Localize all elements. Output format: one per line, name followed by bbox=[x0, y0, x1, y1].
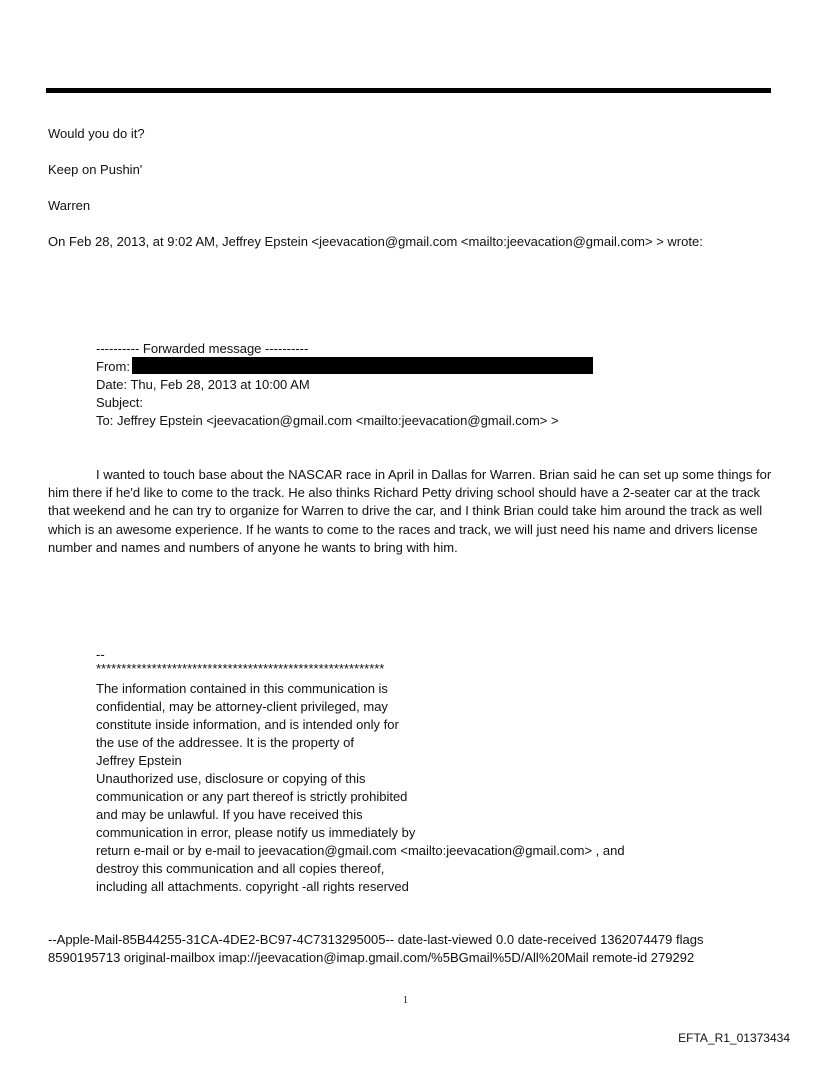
redaction-box bbox=[132, 357, 593, 374]
disclaimer-line: communication in error, please notify us immediately by bbox=[96, 825, 416, 840]
forwarded-to: To: Jeffrey Epstein <jeevacation@gmail.com <mailto:jeevacation@gmail.com> > bbox=[96, 413, 559, 428]
disclaimer-line: Jeffrey Epstein bbox=[96, 753, 182, 768]
email-line-keep-pushin: Keep on Pushin' bbox=[48, 162, 143, 177]
signature-dash: -- bbox=[96, 647, 105, 662]
body-paragraph: I wanted to touch base about the NASCAR race in April in Dallas for Warren. Brian said he can set up some things for him there if he'd like to come to the track. He also thinks Richard Petty driving school should have a 2-seater car at the track that weekend and he can try to organize for Warren to drive the car, and I think Brian could take him around the track as well which is an awesome experience. If he wants to come to the races and track, we will just need his name and drivers license number and names and numbers of anyone he wants to bring with him. bbox=[48, 467, 772, 555]
header-rule bbox=[46, 88, 771, 93]
disclaimer-line: the use of the addressee. It is the property of bbox=[96, 735, 354, 750]
forwarded-from-label: From: bbox=[96, 359, 130, 374]
disclaimer-line: confidential, may be attorney-client privileged, may bbox=[96, 699, 388, 714]
disclaimer-line: and may be unlawful. If you have received this bbox=[96, 807, 363, 822]
email-line-signoff: Warren bbox=[48, 198, 91, 213]
signature-stars: ********************************************************* bbox=[96, 661, 385, 676]
disclaimer-line: constitute inside information, and is intended only for bbox=[96, 717, 399, 732]
disclaimer-line: Unauthorized use, disclosure or copying of this bbox=[96, 771, 366, 786]
disclaimer-line: The information contained in this communication is bbox=[96, 681, 388, 696]
disclaimer-line: return e-mail or by e-mail to jeevacation@gmail.com <mailto:jeevacation@gmail.com> , and bbox=[96, 843, 625, 858]
disclaimer-line: destroy this communication and all copies thereof, bbox=[96, 861, 385, 876]
forwarded-separator: ---------- Forwarded message ---------- bbox=[96, 341, 309, 356]
mail-metadata-line: 8590195713 original-mailbox imap://jeevacation@imap.gmail.com/%5BGmail%5D/All%20Mail remote-id 279292 bbox=[48, 950, 695, 965]
forwarded-subject: Subject: bbox=[96, 395, 143, 410]
page-number: 1 bbox=[403, 995, 408, 1006]
disclaimer-line: including all attachments. copyright -all rights reserved bbox=[96, 879, 409, 894]
disclaimer-line: communication or any part thereof is strictly prohibited bbox=[96, 789, 408, 804]
mail-metadata-line: --Apple-Mail-85B44255-31CA-4DE2-BC97-4C7313295005-- date-last-viewed 0.0 date-received 1362074479 flags bbox=[48, 932, 704, 947]
quote-header: On Feb 28, 2013, at 9:02 AM, Jeffrey Epstein <jeevacation@gmail.com <mailto:jeevacation@gmail.com> > wrote: bbox=[48, 234, 703, 249]
forwarded-date: Date: Thu, Feb 28, 2013 at 10:00 AM bbox=[96, 377, 310, 392]
email-line-would-you: Would you do it? bbox=[48, 126, 145, 141]
bates-number: EFTA_R1_01373434 bbox=[678, 1031, 790, 1045]
